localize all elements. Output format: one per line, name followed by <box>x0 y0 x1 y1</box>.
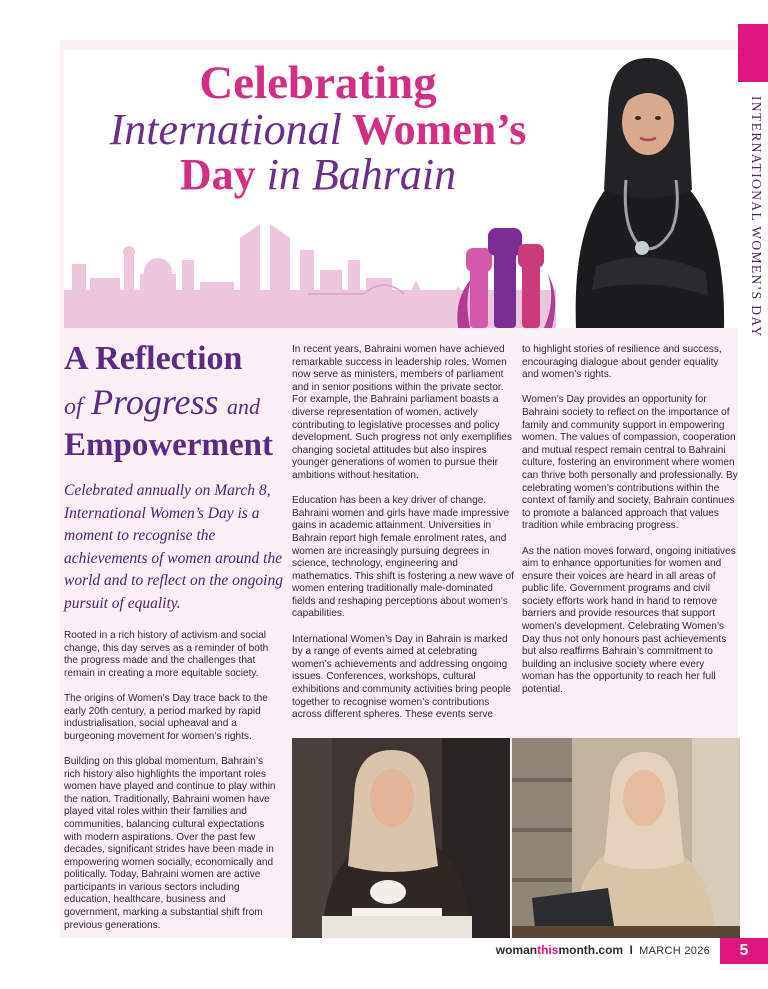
hero-title <box>68 57 568 199</box>
section-side-label: INTERNATIONAL WOMEN’S DAY <box>749 96 764 338</box>
article-intro: Celebrated annually on March 8, International Women’s Day is a moment to recognise the achievements of women around the world and to reflect on the ongoing pursuit of equality. <box>64 482 283 612</box>
article-title <box>64 342 284 462</box>
article-paragraph: to highlight stories of resilience and success, encouraging dialogue about gender equality and women’s rights. <box>522 344 722 381</box>
hero-title-line2 <box>68 104 568 154</box>
article-title-and: and <box>227 394 261 419</box>
raised-fists-illustration <box>452 218 562 328</box>
article-paragraph: As the nation moves forward, ongoing initiatives aim to enhance opportunities for women and ensure their voices are heard in all areas of public life. Government programs and civil society efforts work hand in hand to remove barriers and provide resources that support women’s development. Celebrating Women’s Day thus not only honours past achievements but also reaffirms Bahrain’s commitment to building an inclusive society where every woman has the opportunity to reach her full potential. <box>522 545 736 696</box>
woman-with-cup-photo <box>292 738 510 938</box>
hero-title-in-bahrain: in Bahrain <box>266 149 457 199</box>
site-name-part1: woman <box>495 943 538 957</box>
hero-title-international: International <box>109 104 342 154</box>
woman-with-laptop-photo <box>512 738 740 938</box>
article-column-left <box>64 630 282 945</box>
article-column-right <box>522 344 738 709</box>
article-paragraph: International Women’s Day in Bahrain is marked by a range of events aimed at celebrating women’s achievements and addressing ongoing issues. Conferences, workshops, cultural exhibitions and community activities bring people together to recognise women’s contributions across different spheres. These events serve <box>292 633 511 721</box>
footer-site-info <box>470 942 710 959</box>
article-paragraph: Building on this global momentum, Bahrain’s rich history also highlights the important roles women have played and continue to play within the nation. Traditionally, Bahraini women have played vital roles within their families and communities, balancing cultural expectations with modern aspirations. Over the past few decades, significant strides have been made in empowering women socially, economically and politically. Today, Bahraini women are active participants in various sectors including education, healthcare, business and government, marking a substantial shift from previous generations. <box>64 755 276 931</box>
page-number: 5 <box>720 938 768 964</box>
article-column-middle <box>292 344 514 734</box>
article-title-line3: Empowerment <box>64 427 273 463</box>
article-paragraph: Women’s Day provides an opportunity for Bahraini society to reflect on the importance of family and community support in empowering women. The values of compassion, cooperation and mutual respect remain central to Bahraini culture, fostering an environment where women can thrive both personally and professionally. By celebrating women’s contributions within the context of family and society, Bahrain continues to promote a balanced approach that values tradition while embracing progress. <box>522 394 738 532</box>
doctor-portrait-photo <box>556 50 738 328</box>
hero-title-womens: Women’s <box>352 104 527 154</box>
section-tab-marker <box>738 24 768 82</box>
article-paragraph: In recent years, Bahraini women have achieved remarkable success in leadership roles. Women now serve as ministers, members of parliament and in senior positions within the private sector. For example, the Bahraini parliament boasts a diverse representation of women, actively contributing to legislative processes and policy development. Such progress not only exemplifies changing societal attitudes but also inspires younger generations of women to pursue their ambitions without hesitation. <box>292 344 512 481</box>
site-name-part2: this <box>537 943 559 957</box>
article-paragraph: The origins of Women’s Day trace back to the early 20th century, a period marked by rapid industrialisation, social upheaval and a burgeoning movement for women’s rights. <box>64 692 268 742</box>
hero-title-line1: Celebrating <box>199 57 437 109</box>
site-name-part3: month.com <box>558 943 624 957</box>
footer-issue-date: MARCH 2026 <box>639 945 710 957</box>
footer-separator: I <box>629 943 633 957</box>
hero-title-day: Day <box>179 149 256 199</box>
hero-title-line3 <box>68 149 568 199</box>
article-title-progress: Progress <box>91 382 219 422</box>
article-title-line1: A Reflection <box>64 340 243 377</box>
article-paragraph: Education has been a key driver of change. Bahraini women and girls have made impressive gains in academic attainment. Universities in Bahrain report high female enrolment rates, and women are increasingly pursuing degrees in science, technology, engineering and mathematics. This shift is fostering a new wave of women entering traditionally male-dominated fields and reshaping perceptions about women’s capabilities. <box>292 495 514 620</box>
article-title-of: of <box>64 394 83 420</box>
hero-banner <box>64 50 738 328</box>
article-title-line2 <box>64 384 284 421</box>
article-paragraph: Rooted in a rich history of activism and social change, this day serves as a reminder of both the progress made and the challenges that remain in creating a more equitable society. <box>64 630 269 679</box>
